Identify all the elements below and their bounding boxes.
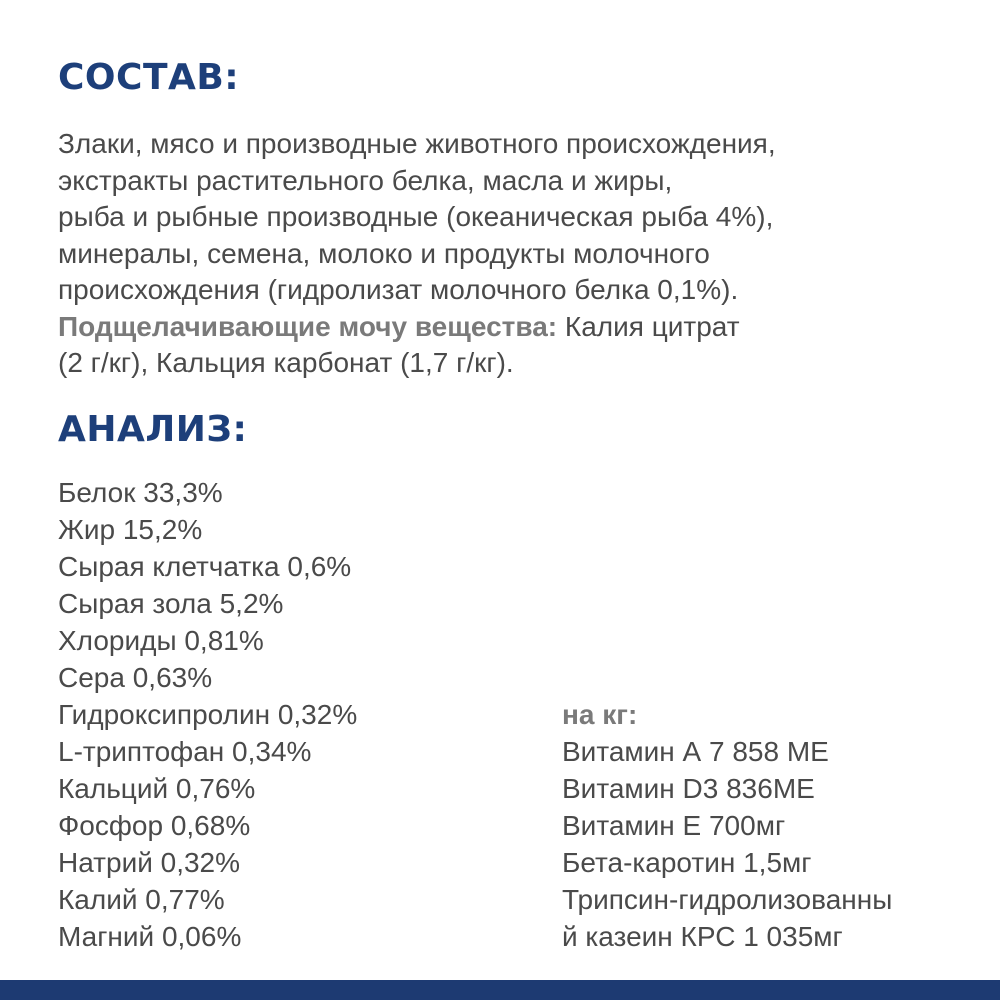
analysis-item: Сырая клетчатка 0,6% — [58, 551, 352, 582]
alkalizing-text: Калия цитрат — [557, 310, 740, 342]
analysis-item: Жир 15,2% — [58, 514, 203, 545]
per-kg-item: й казеин КРС 1 035мг — [562, 921, 843, 952]
composition-line: экстракты растительного белка, масла и жиры, — [58, 164, 673, 196]
composition-line: происхождения (гидролизат молочного белка 0,1%). — [58, 274, 739, 305]
analysis-item: Сырая зола 5,2% — [58, 588, 284, 619]
analysis-item: Сера 0,63% — [58, 662, 213, 693]
analysis-list — [58, 474, 357, 955]
composition-line: рыба и рыбные производные (океаническая рыба 4%), — [58, 201, 774, 232]
analysis-item: Гидроксипролин 0,32% — [58, 699, 358, 730]
analysis-item: Натрий 0,32% — [58, 847, 241, 878]
per-kg-item: Бета-каротин 1,5мг — [562, 847, 812, 878]
footer-bar — [0, 980, 1000, 1000]
alkalizing-label: Подщелачивающие мочу вещества: — [58, 310, 558, 342]
analysis-item: Фосфор 0,68% — [58, 810, 251, 841]
analysis-heading: АНАЛИЗ: — [58, 409, 248, 450]
per-kg-item: Витамин Е 700мг — [562, 810, 786, 841]
per-kg-item: Трипсин-гидролизованны — [562, 884, 893, 915]
alkalizing-line-2: (2 г/кг), Кальция карбонат (1,7 г/кг). — [58, 347, 514, 378]
per-kg-item: Витамин А 7 858 МЕ — [562, 736, 829, 767]
composition-heading: СОСТАВ: — [58, 57, 240, 98]
analysis-item: L-триптофан 0,34% — [58, 736, 312, 767]
composition-line: Злаки, мясо и производные животного происхождения, — [58, 128, 776, 159]
alkalizing-line — [58, 309, 978, 346]
per-kg-label: на кг: — [562, 699, 638, 730]
analysis-item: Кальций 0,76% — [58, 773, 256, 804]
analysis-item: Белок 33,3% — [58, 477, 223, 508]
per-kg-item: Витамин D3 836МЕ — [562, 773, 815, 804]
analysis-item: Калий 0,77% — [58, 884, 225, 915]
analysis-item: Магний 0,06% — [58, 921, 242, 952]
analysis-item: Хлориды 0,81% — [58, 625, 264, 656]
composition-text — [58, 126, 978, 382]
composition-line: минералы, семена, молоко и продукты молочного — [58, 237, 710, 269]
per-kg-list — [562, 696, 892, 955]
